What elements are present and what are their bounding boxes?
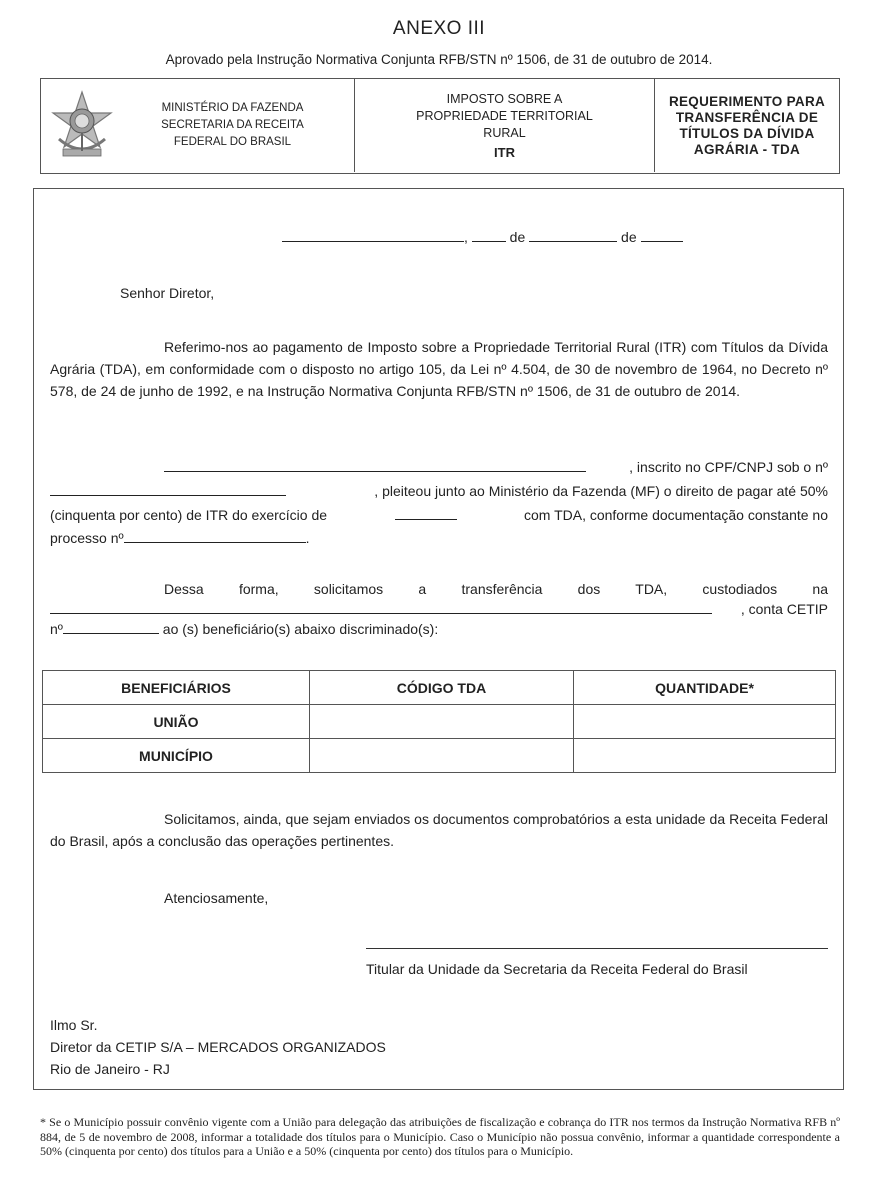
ministry-line: MINISTÉRIO DA FAZENDA <box>161 102 304 114</box>
document-number-blank[interactable] <box>50 483 286 496</box>
table-row <box>43 739 836 773</box>
date-de-label: de <box>509 229 526 245</box>
request-line: TÍTULOS DA DÍVIDA <box>679 125 815 141</box>
custodian-blank[interactable] <box>50 601 712 614</box>
exercise-year-blank[interactable] <box>395 507 457 520</box>
ministry-name <box>118 100 348 151</box>
tax-line: PROPRIEDADE TERRITORIAL <box>416 108 593 123</box>
greeting: Senhor Diretor, <box>120 285 215 301</box>
tax-code: ITR <box>494 144 515 160</box>
addressee-line: Rio de Janeiro - RJ <box>50 1061 170 1077</box>
paragraph-2-line-2 <box>50 480 828 502</box>
paragraph-3-line-1: Dessa forma, solicitamos a transferência dos TDA, custodiados na <box>164 581 828 597</box>
date-separator: , <box>464 229 468 245</box>
request-line: REQUERIMENTO PARA <box>668 93 826 109</box>
addressee <box>50 1014 386 1080</box>
paragraph-2-line-3 <box>50 504 828 526</box>
table-header: CÓDIGO TDA <box>310 671 574 705</box>
paragraph-2-text: , pleiteou junto ao Ministério da Fazenda (MF) o direito de pagar até 50% <box>374 483 828 499</box>
ministry-cell <box>41 79 355 172</box>
paragraph-4: Solicitamos, ainda, que sejam enviados os documentos comprobatórios a esta unidade da Receita Federal do Brasil, após a conclusão das operações pertinentes. <box>50 811 828 849</box>
month-blank[interactable] <box>529 229 617 242</box>
date-line <box>282 226 683 248</box>
year-blank[interactable] <box>641 229 683 242</box>
cpf-cnpj-label: , inscrito no CPF/CNPJ sob o nº <box>629 459 828 475</box>
addressee-line: Ilmo Sr. <box>50 1017 98 1033</box>
coat-of-arms-icon <box>49 89 115 161</box>
signature-label: Titular da Unidade da Secretaria da Receita Federal do Brasil <box>366 961 748 977</box>
request-line: TRANSFERÊNCIA DE <box>675 109 819 125</box>
beneficiary-name: UNIÃO <box>43 705 310 739</box>
signature-line[interactable] <box>366 948 828 949</box>
paragraph-2-text: (cinquenta por cento) de ITR do exercício de <box>50 507 328 523</box>
tax-line: IMPOSTO SOBRE A <box>446 91 563 106</box>
table-row <box>43 705 836 739</box>
quantity-cell[interactable] <box>574 705 836 739</box>
paragraph-2-line-1 <box>164 456 828 478</box>
form-header <box>40 78 840 174</box>
tda-code-cell[interactable] <box>310 739 574 773</box>
account-number-blank[interactable] <box>63 621 159 634</box>
request-line: AGRÁRIA - TDA <box>693 141 801 157</box>
process-number-blank[interactable] <box>124 530 306 543</box>
day-blank[interactable] <box>472 229 506 242</box>
ministry-line: FEDERAL DO BRASIL <box>173 136 292 148</box>
tax-line: RURAL <box>483 125 526 140</box>
request-cell <box>655 79 839 172</box>
tax-cell <box>355 79 655 172</box>
period: . <box>305 530 310 546</box>
paragraph-3-text: ao (s) beneficiário(s) abaixo discriminado(s): <box>162 621 439 637</box>
beneficiaries-table <box>42 670 836 773</box>
date-de-label: de <box>621 229 637 245</box>
table-header: QUANTIDADE* <box>574 671 836 705</box>
closing: Atenciosamente, <box>164 890 269 906</box>
document-title: ANEXO III <box>392 18 486 39</box>
beneficiary-name: MUNICÍPIO <box>43 739 310 773</box>
ministry-line: SECRETARIA DA RECEITA <box>161 119 304 131</box>
city-blank[interactable] <box>282 229 464 242</box>
quantity-cell[interactable] <box>574 739 836 773</box>
document-subtitle: Aprovado pela Instrução Normativa Conjunta RFB/STN nº 1506, de 31 de outubro de 2014. <box>165 52 713 67</box>
table-header-row <box>43 671 836 705</box>
addressee-line: Diretor da CETIP S/A – MERCADOS ORGANIZADOS <box>50 1039 386 1055</box>
paragraph-3-line-3 <box>50 618 438 640</box>
paragraph-3-line-2 <box>50 598 828 620</box>
cetip-account-label: , conta CETIP <box>740 601 828 617</box>
footnote: * Se o Município possuir convênio vigente com a União para delegação das atribuições de fiscalização e cobrança do ITR nos termos da Instrução Normativa RFB nº 884, de 5 de novembro de 2008, informar a totalidade dos títulos para o Município. Caso o Município não possua convênio, informar a quantidade correspondente a 50% (cinquenta por cento) dos títulos para a União e a 50% (cinquenta por cento) dos títulos para o Município. <box>40 1115 840 1158</box>
process-label: processo nº <box>50 530 124 546</box>
request-title <box>669 94 825 158</box>
paragraph-2-text: com TDA, conforme documentação constante no <box>523 507 828 523</box>
account-number-label: nº <box>50 621 63 637</box>
paragraph-2-line-4 <box>50 527 310 549</box>
tda-code-cell[interactable] <box>310 705 574 739</box>
table-header: BENEFICIÁRIOS <box>43 671 310 705</box>
name-blank[interactable] <box>164 459 586 472</box>
paragraph-1: Referimo-nos ao pagamento de Imposto sobre a Propriedade Territorial Rural (ITR) com Títulos da Dívida Agrária (TDA), em conformidade com o disposto no artigo 105, da Lei nº 4.504, de 30 de novembro de 1964, no Decreto nº 578, de 24 de junho de 1992, e na Instrução Normativa Conjunta RFB/STN nº 1506, de 31 de outubro de 2014. <box>50 339 828 399</box>
tax-name <box>416 91 593 161</box>
